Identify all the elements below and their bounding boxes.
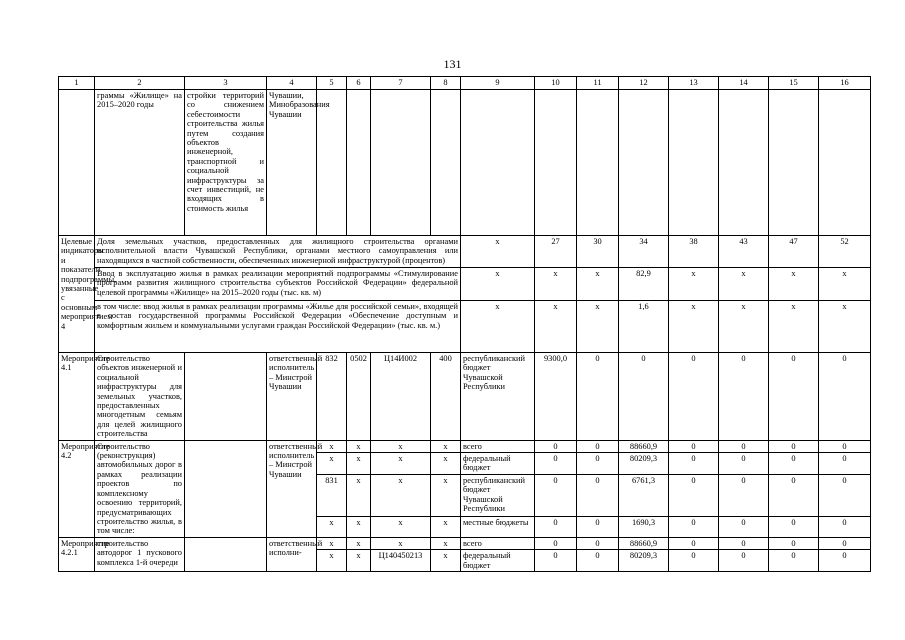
value-cell: 82,9: [619, 268, 669, 301]
value-cell: 0: [577, 453, 619, 475]
value-cell: x: [535, 301, 577, 353]
value-cell: x: [461, 268, 535, 301]
value-cell: 80209,3: [619, 453, 669, 475]
indicator-row: [59, 236, 871, 268]
table-cell: [577, 90, 619, 236]
value-cell: 0: [669, 353, 719, 441]
measure-name: Строительство объектов инженерной и социальной инфраструктуры для земельных участков, предоставленных многодетным семьям для целей жилищного строительства: [95, 353, 185, 441]
table-cell: [719, 90, 769, 236]
value-cell: 0: [535, 440, 577, 452]
measure-row: [59, 440, 871, 452]
value-cell: 0: [819, 440, 871, 452]
funding-source: республиканский бюджет Чувашской Республики: [461, 353, 535, 441]
code-cell: x: [371, 474, 431, 516]
table-cell: [431, 90, 461, 236]
funding-source: местные бюджеты: [461, 516, 535, 537]
program-name-cell: граммы «Жилище» на 2015–2020 годы: [95, 90, 185, 236]
value-cell: x: [577, 268, 619, 301]
code-cell: x: [347, 440, 371, 452]
code-cell: x: [317, 550, 347, 572]
table-cell: [461, 90, 535, 236]
value-cell: x: [669, 301, 719, 353]
code-cell: 832: [317, 353, 347, 441]
value-cell: 0: [719, 453, 769, 475]
value-cell: x: [819, 268, 871, 301]
value-cell: 0: [819, 537, 871, 549]
code-cell: x: [347, 474, 371, 516]
funding-source: республиканский бюджет Чувашской Республики: [461, 474, 535, 516]
value-cell: 0: [719, 516, 769, 537]
value-cell: 0: [669, 550, 719, 572]
value-cell: x: [769, 301, 819, 353]
funding-source: всего: [461, 537, 535, 549]
value-cell: 43: [719, 236, 769, 268]
value-cell: 0: [819, 474, 871, 516]
code-cell: x: [317, 453, 347, 475]
column-number: 2: [95, 77, 185, 90]
value-cell: 0: [577, 440, 619, 452]
value-cell: 0: [669, 516, 719, 537]
measure-name: Строительство (реконструкция) автомобильных дорог в рамках реализации проектов по комплексному освоению территорий, предусматривающих строительство жилья, в том числе:: [95, 440, 185, 537]
value-cell: 0: [769, 353, 819, 441]
code-cell: 400: [431, 353, 461, 441]
code-cell: x: [347, 453, 371, 475]
responsible-cell: Чувашии, Минобразования Чувашии: [267, 90, 317, 236]
value-cell: 0: [669, 537, 719, 549]
measure-row: [59, 537, 871, 549]
program-table: [58, 76, 871, 572]
value-cell: 0: [719, 440, 769, 452]
table-row: [59, 90, 871, 236]
column-number: 11: [577, 77, 619, 90]
code-cell: x: [347, 550, 371, 572]
code-cell: x: [431, 440, 461, 452]
value-cell: 88660,9: [619, 537, 669, 549]
column-number: 6: [347, 77, 371, 90]
value-cell: 0: [819, 453, 871, 475]
value-cell: 52: [819, 236, 871, 268]
column-number: 12: [619, 77, 669, 90]
value-cell: 0: [577, 537, 619, 549]
column-number: 3: [185, 77, 267, 90]
code-cell: x: [371, 516, 431, 537]
value-cell: 0: [535, 537, 577, 549]
value-cell: 0: [719, 550, 769, 572]
indicator-text: в том числе: ввод жилья в рамках реализации программы «Жилье для российской семьи», входящей в состав государственной программы Российской Федерации «Обеспечение доступным и комфортным жильем и коммунальными услугами граждан Российской Федерации» (тыс. кв. м.): [95, 301, 461, 353]
value-cell: 0: [535, 474, 577, 516]
value-cell: 6761,3: [619, 474, 669, 516]
value-cell: 0: [719, 537, 769, 549]
column-number: 16: [819, 77, 871, 90]
table-cell: [347, 90, 371, 236]
responsible-cell: ответственный исполни-: [267, 537, 317, 571]
table-cell: [185, 440, 267, 537]
measure-label: Мероприятие 4.2: [59, 440, 95, 537]
value-cell: 0: [719, 353, 769, 441]
value-cell: 27: [535, 236, 577, 268]
value-cell: 0: [769, 440, 819, 452]
value-cell: 0: [719, 474, 769, 516]
table-cell: [371, 90, 431, 236]
value-cell: 0: [819, 516, 871, 537]
value-cell: 0: [535, 516, 577, 537]
responsible-cell: ответственный исполнитель – Минстрой Чувашии: [267, 440, 317, 537]
value-cell: 0: [819, 353, 871, 441]
value-cell: 0: [535, 453, 577, 475]
value-cell: 9300,0: [535, 353, 577, 441]
value-cell: x: [577, 301, 619, 353]
value-cell: 47: [769, 236, 819, 268]
column-number: 5: [317, 77, 347, 90]
value-cell: 1690,3: [619, 516, 669, 537]
funding-source: всего: [461, 440, 535, 452]
table-cell: [535, 90, 577, 236]
value-cell: 0: [769, 550, 819, 572]
table-cell: [185, 353, 267, 441]
column-number: 1: [59, 77, 95, 90]
description-cell: стройки территорий со снижением себестоимости строительства жилья путем создания объектов инженерной, транспортной и социальной инфраструктуры за счет инвестиций, не входящих в стоимость жилья: [185, 90, 267, 236]
value-cell: x: [535, 268, 577, 301]
value-cell: 38: [669, 236, 719, 268]
table-cell: [185, 537, 267, 571]
column-number-row: [59, 77, 871, 90]
code-cell: Ц140450213: [371, 550, 431, 572]
value-cell: x: [769, 268, 819, 301]
column-number: 8: [431, 77, 461, 90]
value-cell: 0: [769, 516, 819, 537]
value-cell: x: [819, 301, 871, 353]
code-cell: x: [317, 537, 347, 549]
value-cell: 0: [769, 453, 819, 475]
responsible-cell: ответственный исполнитель – Минстрой Чувашии: [267, 353, 317, 441]
value-cell: 0: [769, 537, 819, 549]
column-number: 10: [535, 77, 577, 90]
measure-label: Мероприятие 4.2.1: [59, 537, 95, 571]
column-number: 13: [669, 77, 719, 90]
value-cell: 34: [619, 236, 669, 268]
indicator-row: [59, 268, 871, 301]
value-cell: 0: [535, 550, 577, 572]
value-cell: 0: [577, 353, 619, 441]
value-cell: 0: [577, 550, 619, 572]
column-number: 15: [769, 77, 819, 90]
code-cell: x: [431, 516, 461, 537]
value-cell: 80209,3: [619, 550, 669, 572]
measure-row: [59, 353, 871, 441]
code-cell: x: [431, 474, 461, 516]
value-cell: 0: [577, 516, 619, 537]
value-cell: 88660,9: [619, 440, 669, 452]
column-number: 14: [719, 77, 769, 90]
value-cell: 1,6: [619, 301, 669, 353]
value-cell: x: [719, 268, 769, 301]
table-cell: [819, 90, 871, 236]
indicators-label: Целевые индикаторы и показатели подпрограммы, увязанные с основным мероприятием 4: [59, 236, 95, 353]
code-cell: x: [317, 516, 347, 537]
funding-source: федеральный бюджет: [461, 550, 535, 572]
code-cell: x: [371, 537, 431, 549]
value-cell: x: [669, 268, 719, 301]
indicator-row: [59, 301, 871, 353]
code-cell: x: [431, 537, 461, 549]
page-number: 131: [443, 57, 462, 71]
table-cell: [59, 90, 95, 236]
code-cell: Ц14И002: [371, 353, 431, 441]
funding-source: федеральный бюджет: [461, 453, 535, 475]
value-cell: 0: [669, 474, 719, 516]
value-cell: x: [719, 301, 769, 353]
value-cell: 0: [819, 550, 871, 572]
column-number: 9: [461, 77, 535, 90]
code-cell: x: [371, 453, 431, 475]
value-cell: 0: [769, 474, 819, 516]
indicator-text: Доля земельных участков, предоставленных для жилищного строительства органами исполнительной власти Чувашской Республики, органами местного самоуправления или находящихся в частной собственности, обеспеченных инженерной инфраструктурой (процентов): [95, 236, 461, 268]
code-cell: x: [371, 440, 431, 452]
value-cell: 0: [669, 440, 719, 452]
code-cell: x: [347, 516, 371, 537]
code-cell: 0502: [347, 353, 371, 441]
value-cell: 0: [577, 474, 619, 516]
code-cell: 831: [317, 474, 347, 516]
measure-name: строительство автодорог 1 пускового комплекса 1-й очереди: [95, 537, 185, 571]
code-cell: x: [431, 453, 461, 475]
code-cell: x: [431, 550, 461, 572]
table-cell: [769, 90, 819, 236]
value-cell: x: [461, 236, 535, 268]
measure-label: Мероприятие 4.1: [59, 353, 95, 441]
indicator-text: Ввод в эксплуатацию жилья в рамках реализации мероприятий подпрограммы «Стимулирование программ развития жилищного строительства субъектов Российской Федерации» федеральной целевой программы «Жилище» на 2015–2020 годы (тыс. кв. м): [95, 268, 461, 301]
table-cell: [317, 90, 347, 236]
code-cell: x: [317, 440, 347, 452]
value-cell: 30: [577, 236, 619, 268]
value-cell: 0: [669, 453, 719, 475]
value-cell: x: [461, 301, 535, 353]
code-cell: x: [347, 537, 371, 549]
column-number: 4: [267, 77, 317, 90]
value-cell: 0: [619, 353, 669, 441]
table-cell: [669, 90, 719, 236]
table-cell: [619, 90, 669, 236]
column-number: 7: [371, 77, 431, 90]
